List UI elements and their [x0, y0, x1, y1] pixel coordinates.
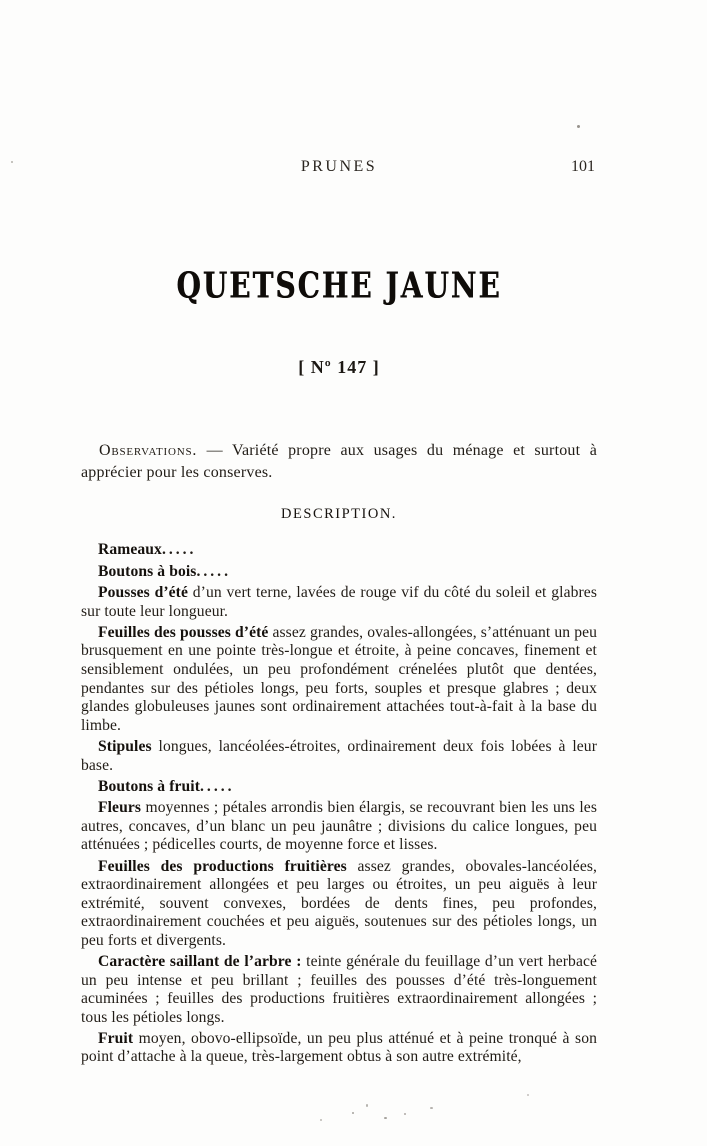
entry-text: longues, lancéolées-étroites, ordinairement deux fois lobées à leur base.	[81, 737, 597, 774]
book-entry-title	[81, 264, 597, 307]
entry-text: assez grandes, ovales-allongées, s’atténuant un peu brusquement en une pointe très-longue et étroite, à peine concaves, finement et sensiblement ondulées, un peu profondément crénelées plutôt que dentées, pendantes sur des pétioles longs, peu forts, souples et presque glabres ; deux glandes globuleuses jaunes sont ordinairement attachées tout-à-fait à la base du limbe.	[81, 623, 598, 734]
entry-feuilles-pousses-dete	[81, 624, 597, 736]
observations-label: Observations.	[99, 442, 198, 459]
scan-speck	[320, 1119, 322, 1121]
entry-text: moyennes ; pétales arrondis bien élargis, se recouvrant bien les uns les autres, concaves, d’un blanc un peu jaunâtre ; divisions du calice longues, peu atténuées ; pédicelles courts, de moyenne force et lisses.	[81, 799, 597, 854]
entry-lead: Pousses d’été	[98, 584, 188, 602]
running-title: PRUNES	[300, 158, 378, 175]
scan-speck	[11, 161, 13, 163]
entry-lead: Stipules	[98, 737, 152, 755]
entry-lead: Feuilles des pousses d’été	[98, 623, 269, 641]
book-entry-title-text: QUETSCHE JAUNE	[176, 264, 502, 307]
entry-dots: .....	[196, 562, 231, 580]
entry-lead: Fruit	[98, 1029, 134, 1047]
observations-paragraph	[81, 440, 597, 483]
entry-text: teinte générale du feuillage d’un vert herbacé un peu intense et peu brillant ; feuilles des pousses d’été très-longuement acuminées ; feuilles des productions fruitières extraordinairement allongées ; tous les pétioles longs.	[81, 952, 598, 1026]
entry-boutons-a-fruit	[81, 778, 597, 797]
scan-speck	[577, 125, 580, 128]
entry-pousses-dete	[81, 584, 597, 621]
scan-speck	[352, 1112, 354, 1114]
entry-fleurs	[81, 799, 597, 855]
scan-speck	[384, 1117, 387, 1119]
entry-lead: Boutons à fruit	[98, 777, 201, 795]
description-entries	[81, 541, 597, 1070]
scan-speck	[366, 1104, 368, 1107]
entry-feuilles-productions-fruitieres	[81, 858, 597, 951]
entry-dots: .....	[161, 541, 197, 558]
section-heading-description: DESCRIPTION.	[281, 506, 397, 522]
scan-speck	[527, 1094, 529, 1096]
entry-lead: Fleurs	[98, 799, 142, 817]
entry-fruit	[81, 1030, 597, 1067]
entry-caractere-saillant	[81, 953, 597, 1027]
entry-lead: Caractère saillant de l’arbre :	[98, 952, 302, 970]
entry-text: assez grandes, obovales-lancéolées, extraordinairement allongées et peu larges ou étroites, un peu aiguës à leur extrémité, souvent convexes, bordées de dents fines, peu profondes, extraordinairement couchées et peu aiguës, soutenues sur des pétioles longs, un peu forts et divergents.	[81, 857, 598, 949]
entry-rameaux	[81, 541, 597, 560]
scan-speck	[430, 1107, 433, 1109]
observations-text: — Variété propre aux usages du ménage et surtout à apprécier pour les conserves.	[81, 442, 597, 481]
entry-dots: .....	[200, 777, 235, 795]
entry-boutons-a-bois	[81, 563, 597, 582]
entry-stipules	[81, 738, 597, 775]
entry-lead: Rameaux	[98, 541, 162, 558]
catalog-number: [ Nº 147 ]	[298, 357, 380, 377]
entry-text: moyen, obovo-ellipsoïde, un peu plus atténué et à peine tronqué à son point d’attache à la queue, très-largement obtus à son autre extrémité,	[81, 1029, 597, 1066]
entry-lead: Boutons à bois	[98, 562, 197, 580]
page-number: 101	[571, 158, 595, 175]
entry-lead: Feuilles des productions fruitières	[98, 857, 347, 875]
entry-text: d’un vert terne, lavées de rouge vif du côté du soleil et glabres sur toute leur longueur.	[81, 584, 597, 620]
running-head	[81, 158, 597, 178]
scan-speck	[404, 1113, 406, 1115]
